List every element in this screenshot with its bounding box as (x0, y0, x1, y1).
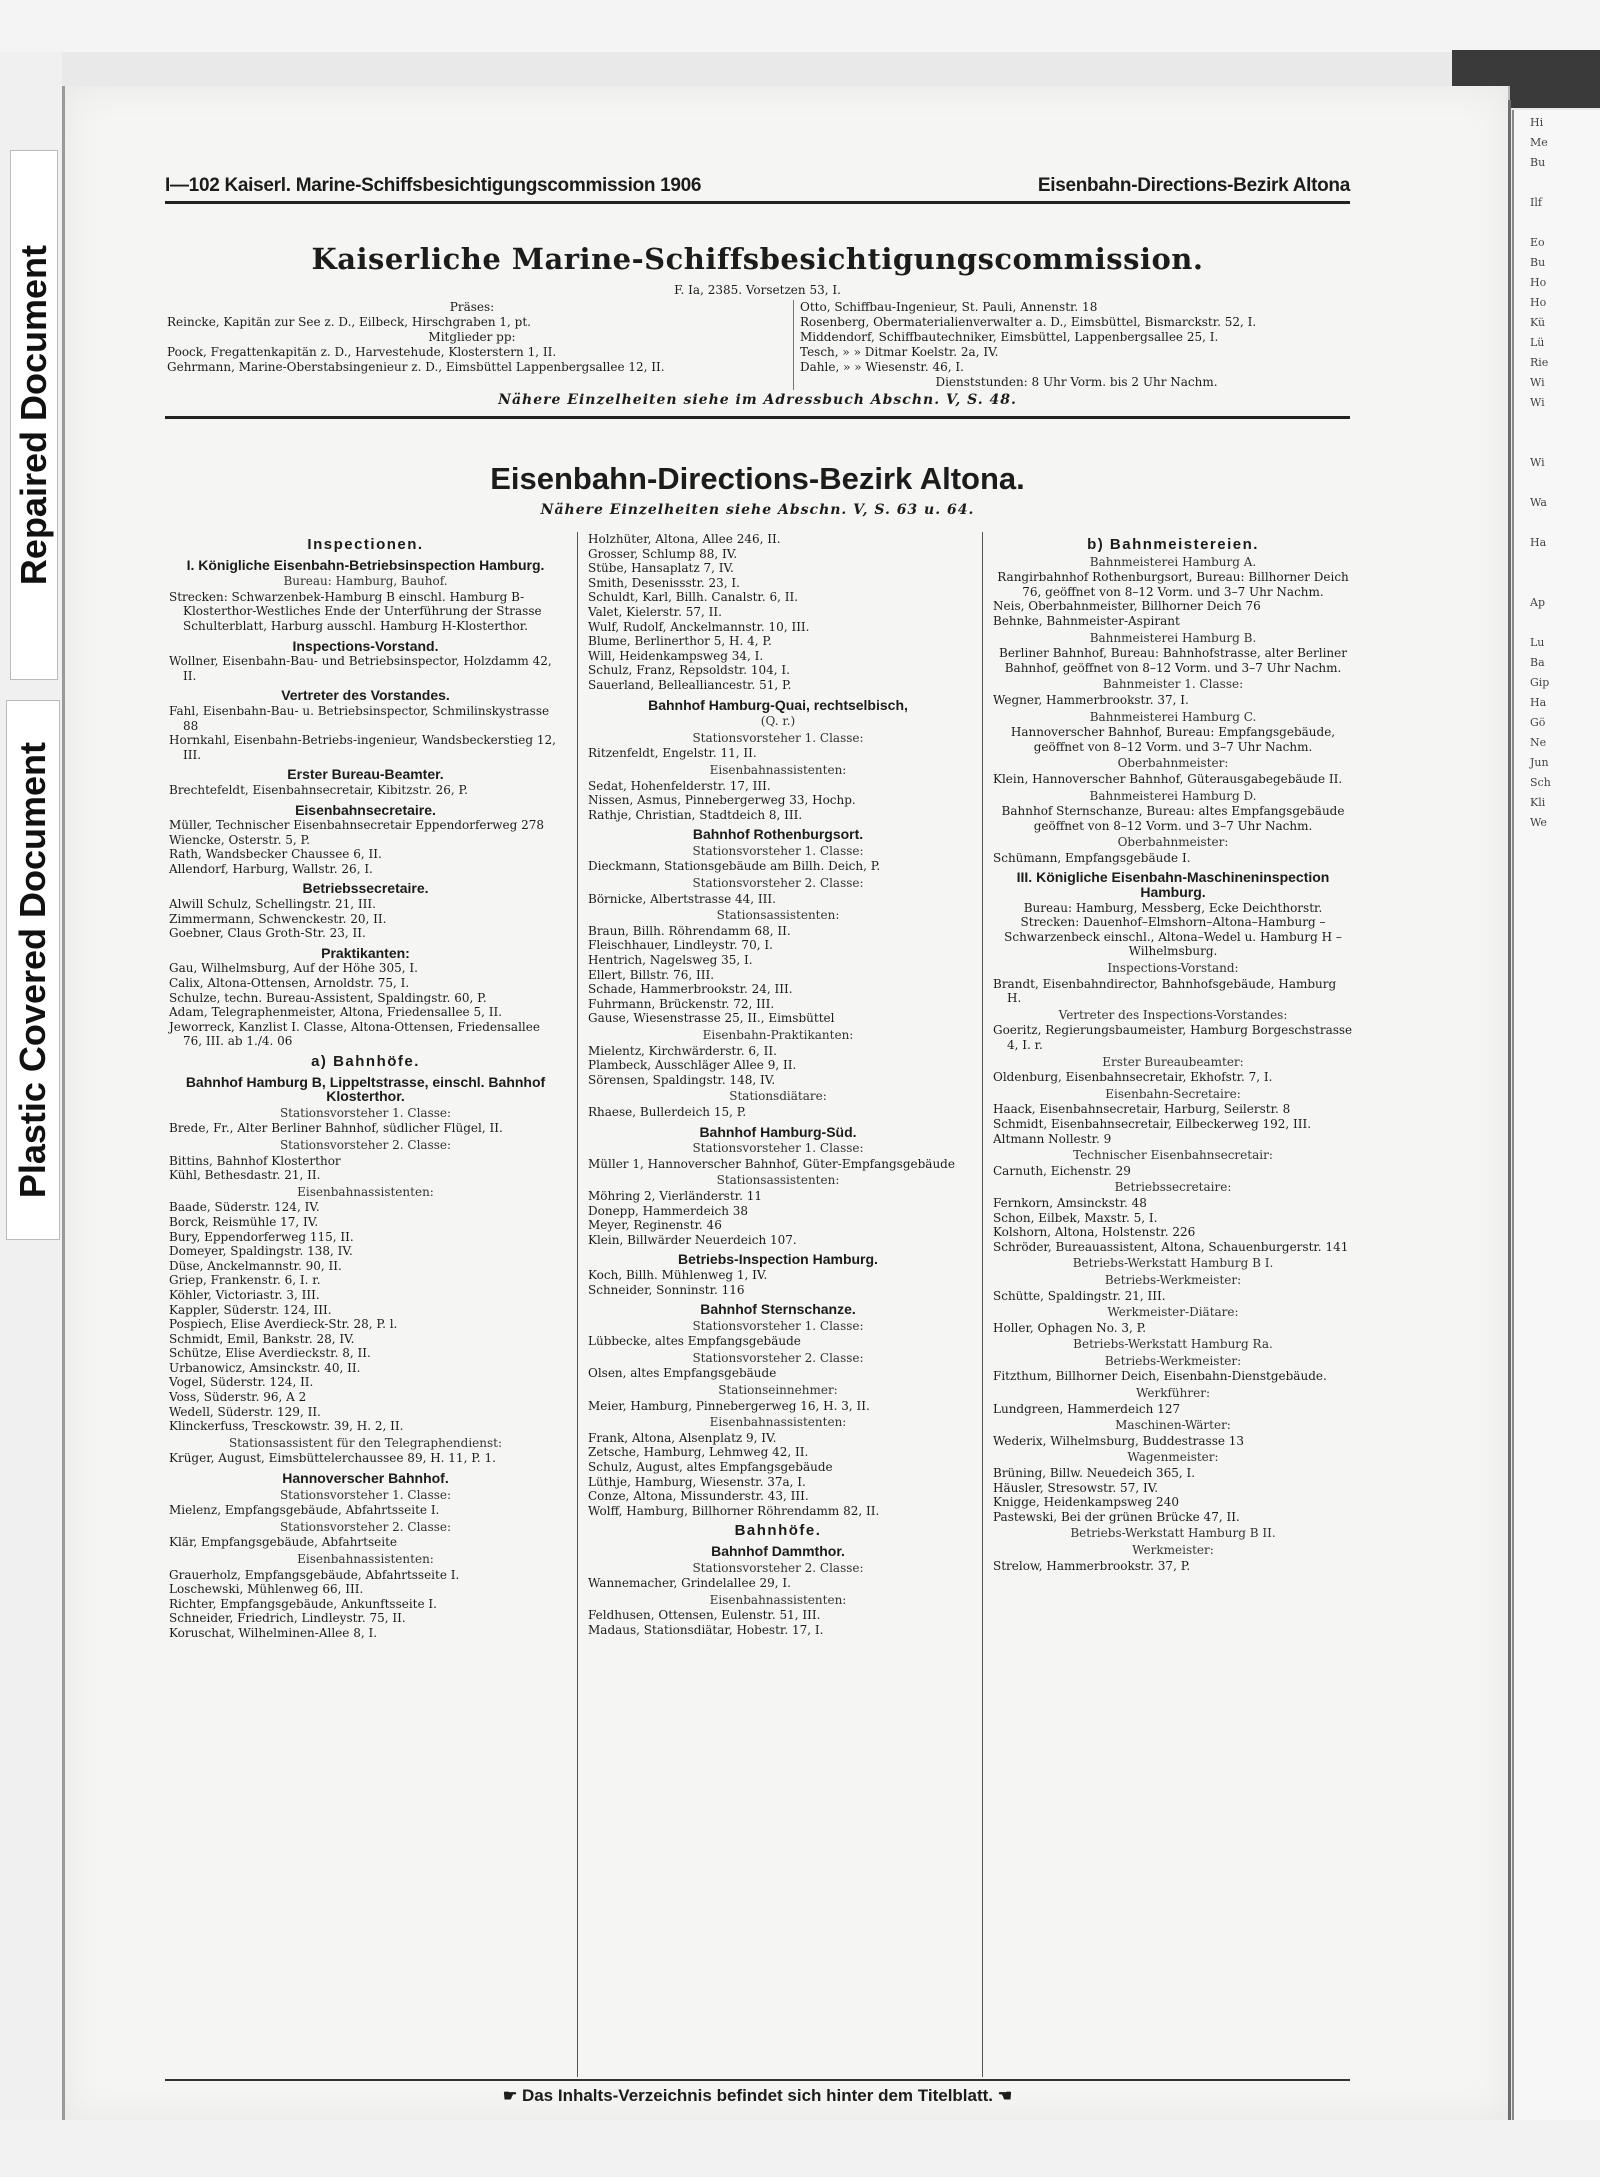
directory-entry: Strelow, Hammerbrookstr. 37, P. (993, 1558, 1191, 1573)
marine-line: Dahle, » » Wiesenstr. 46, I. (800, 360, 964, 374)
footer-rule (165, 2079, 1350, 2081)
directory-entry: Oldenburg, Eisenbahnsecretair, Ekhofstr. 7, I. (993, 1070, 1273, 1085)
role-heading: Stationsvorsteher 2. Classe: (692, 1560, 864, 1575)
directory-entry: Wedell, Süderstr. 129, II. (169, 1404, 321, 1419)
role-heading: Stationsvorsteher 1. Classe: (692, 1318, 864, 1333)
adjacent-page-fragment: We (1530, 816, 1547, 829)
role-heading: Eisenbahn-Praktikanten: (702, 1028, 854, 1042)
adjacent-page-fragment: Hi (1530, 116, 1544, 129)
directory-entry: Goeritz, Regierungsbaumeister, Hamburg Borgeschstrasse 4, I. r. (993, 1023, 1353, 1052)
directory-entry: Kolshorn, Altona, Holstenstr. 226 (993, 1225, 1196, 1240)
office-info: Bureau: Hamburg, Messberg, Ecke Deichthorstr. Strecken: Dauenhof–Elmshorn–Altona–Hamburg –Schwarzenbeck einschl., Altona–Wedel u. Hamburg H –Wilhelmsburg. (1004, 900, 1342, 959)
directory-entry: Lüthje, Hamburg, Wiesenstr. 37a, I. (588, 1474, 806, 1489)
directory-entry: Brandt, Eisenbahndirector, Bahnhofsgebäude, Hamburg H. (993, 976, 1337, 1006)
adjacent-page-fragment: Ho (1530, 296, 1547, 309)
adjacent-page-fragment (1530, 476, 1600, 490)
directory-entry: Köhler, Victoriastr. 3, III. (169, 1287, 320, 1302)
adjacent-page-fragment (1530, 576, 1600, 590)
directory-entry: Zetsche, Hamburg, Lehmweg 42, II. (588, 1445, 809, 1460)
directory-entry: Schon, Eilbek, Maxstr. 5, I. (993, 1210, 1158, 1225)
role-heading: Stationsvorsteher 1. Classe: (279, 1487, 452, 1502)
directory-entry: Fuhrmann, Brückenstr. 72, III. (588, 996, 775, 1011)
marine-line: Mitglieder pp: (428, 330, 516, 344)
adjacent-page-fragment: Eo (1530, 236, 1545, 249)
adjacent-page-fragment: Ha (1530, 696, 1547, 709)
adjacent-page-fragment (1530, 216, 1600, 230)
role-heading: Bahnmeister 1. Classe: (1102, 677, 1244, 692)
adjacent-page-fragment: Wi (1530, 396, 1545, 409)
directory-entry: Grosser, Schlump 88, IV. (588, 546, 738, 561)
marine-line: Tesch, » » Ditmar Koelstr. 2a, IV. (800, 345, 999, 359)
directory-entry: Smith, Desenissstr. 23, I. (588, 575, 740, 590)
directory-entry: Pastewski, Bei der grünen Brücke 47, II. (993, 1509, 1240, 1524)
subsection-heading: Bahnhof Hamburg-Quai, rechtselbisch, (648, 696, 908, 713)
role-heading: Stationsdiätare: (729, 1089, 827, 1104)
directory-entry: Richter, Empfangsgebäude, Ankunftsseite I. (169, 1596, 437, 1611)
section-heading: Inspectionen. (307, 536, 424, 553)
section-heading: b) Bahnmeistereien. (1087, 536, 1259, 553)
directory-entry: Grauerholz, Empfangsgebäude, Abfahrtsseite I. (169, 1567, 460, 1582)
directory-entry: Rhaese, Bullerdeich 15, P. (588, 1104, 747, 1119)
directory-entry: Behnke, Bahnmeister-Aspirant (993, 613, 1180, 628)
directory-entry: Hornkahl, Eisenbahn-Betriebs-ingenieur, Wandsbeckerstieg 12, III. (169, 733, 556, 762)
directory-entry: Donepp, Hammerdeich 38 (588, 1203, 749, 1218)
railway-district-note: Nähere Einzelheiten siehe Abschn. V, S. 63 u. 64. (540, 502, 975, 518)
directory-entry: Wannemacher, Grindelallee 29, I. (588, 1576, 791, 1591)
role-heading: Stationsvorsteher 2. Classe: (692, 1350, 864, 1365)
role-heading: Stationsvorsteher 1. Classe: (279, 1105, 452, 1120)
directory-entry: Schulz, Franz, Repsoldstr. 104, I. (588, 663, 790, 678)
directory-entry: Gause, Wiesenstrasse 25, II., Eimsbüttel (588, 1011, 835, 1026)
directory-entry: Fahl, Eisenbahn-Bau- u. Betriebsinspector, Schmilinskystrasse 88 (169, 703, 550, 733)
directory-entry: Carnuth, Eichenstr. 29 (993, 1163, 1131, 1178)
directory-entry: Ellert, Billstr. 76, III. (588, 967, 715, 982)
directory-entry: Schröder, Bureauassistent, Altona, Schauenburgerstr. 141 (993, 1239, 1349, 1254)
adjacent-page-fragment: Kli (1530, 796, 1546, 809)
directory-entry: Schütze, Elise Averdieckstr. 8, II. (169, 1346, 371, 1361)
repaired-document-label: Repaired Document (10, 150, 58, 680)
directory-entry: Feldhusen, Ottensen, Eulenstr. 51, III. (588, 1608, 821, 1623)
pointing-hand-right-icon: ☛ (502, 2088, 518, 2105)
directory-entry: Valet, Kielerstr. 57, II. (588, 604, 722, 619)
directory-entry: Schütte, Spaldingstr. 21, III. (993, 1288, 1166, 1303)
directory-entry: Schneider, Friedrich, Lindleystr. 75, II. (169, 1611, 406, 1626)
marine-line: Poock, Fregattenkapitän z. D., Harvestehude, Klosterstern 1, II. (167, 345, 557, 359)
scan-background-bottom (0, 2120, 1600, 2177)
directory-entry: Klinckerfuss, Tresckowstr. 39, H. 2, II. (169, 1419, 404, 1434)
directory-entry: Schade, Hammerbrookstr. 24, III. (588, 982, 793, 997)
directory-entry: Brüning, Billw. Neuedeich 365, I. (993, 1466, 1196, 1481)
directory-entry: Sedat, Hohenfelderstr. 17, III. (588, 778, 771, 793)
adjacent-page-fragment: Me (1530, 136, 1548, 149)
directory-entry: Häusler, Stresowstr. 57, IV. (993, 1480, 1159, 1495)
directory-entry: Domeyer, Spaldingstr. 138, IV. (169, 1244, 353, 1259)
role-heading: Stationsassistenten: (716, 1173, 840, 1188)
office-info: Berliner Bahnhof, Bureau: Bahnhofstrasse, alter Berliner Bahnhof, geöffnet von 8–12 Vorm. und 3–7 Uhr Nachm. (999, 646, 1347, 675)
subsection-heading: Bahnhof Dammthor. (711, 1543, 845, 1559)
role-heading: Erster Bureaubeamter: (1102, 1054, 1244, 1069)
directory-entry: Gau, Wilhelmsburg, Auf der Höhe 305, I. (169, 961, 418, 976)
directory-entry: Bittins, Bahnhof Klosterthor (169, 1153, 341, 1168)
role-heading: Eisenbahnassistenten: (297, 1184, 434, 1199)
role-heading: Technischer Eisenbahnsecretair: (1073, 1148, 1273, 1163)
directory-entry: Rath, Wandsbecker Chaussee 6, II. (169, 847, 382, 862)
directory-entry: Goebner, Claus Groth-Str. 23, II. (169, 926, 366, 941)
directory-entry: Meier, Hamburg, Pinnebergerweg 16, H. 3, II. (588, 1398, 870, 1413)
office-info: Hannoverscher Bahnhof, Bureau: Empfangsgebäude, geöffnet von 8–12 Vorm. und 3–7 Uhr Nachm. (1010, 725, 1336, 754)
directory-entry: Strecken: Schwarzenbek-Hamburg B einschl. Hamburg B-Klosterthor-Westliches Ende der Unterführung der Strasse Schulterblatt, Harburg ausschl. Hamburg H-Klosterthor. (169, 589, 542, 633)
marine-commission-note: Nähere Einzelheiten siehe im Adressbuch Abschn. V, S. 48. (498, 392, 1017, 408)
adjacent-page-fragment: Ba (1530, 656, 1545, 669)
directory-entry: Brechtefeldt, Eisenbahnsecretair, Kibitzstr. 26, P. (169, 782, 468, 797)
adjacent-page-fragment: Jun (1530, 756, 1549, 769)
directory-entry: Plambeck, Ausschläger Allee 9, II. (588, 1058, 797, 1073)
subsection-heading: Bahnhof Hamburg B, Lippeltstrasse, einschl. Bahnhof Klosterthor. (185, 1073, 546, 1105)
role-heading: Stationsvorsteher 2. Classe: (279, 1519, 452, 1534)
adjacent-page-fragment (1530, 176, 1600, 190)
directory-entry: Pospiech, Elise Averdieck-Str. 28, P. l. (169, 1317, 398, 1332)
role-heading: Bureau: Hamburg, Bauhof. (283, 574, 448, 589)
role-heading: Oberbahnmeister: (1117, 835, 1229, 850)
directory-entry: Dieckmann, Stationsgebäude am Billh. Deich, P. (588, 859, 881, 874)
office-info: Bahnhof Sternschanze, Bureau: altes Empfangsgebäude geöffnet von 8–12 Vorm. und 3–7 Uhr Nachm. (1001, 804, 1345, 833)
directory-entry: Koruschat, Wilhelminen-Allee 8, I. (169, 1625, 378, 1640)
marine-line: Middendorf, Schiffbautechniker, Eimsbüttel, Lappenbergsallee 25, I. (800, 330, 1219, 344)
role-heading: Betriebs-Werkmeister: (1104, 1353, 1242, 1368)
adjacent-page-fragment: Ho (1530, 276, 1547, 289)
subsection-heading: I. Königliche Eisenbahn-Betriebsinspection Hamburg. (186, 556, 545, 573)
directory-entry: Madaus, Stationsdiätar, Hobestr. 17, I. (588, 1622, 824, 1637)
subsection-heading: Hannoverscher Bahnhof. (282, 1470, 449, 1487)
directory-entry: Klein, Billwärder Neuerdeich 107. (588, 1232, 797, 1247)
adjacent-page-fragment: Kü (1530, 316, 1546, 329)
marine-commission-members (167, 300, 777, 375)
section-heading: Bahnhöfe. (734, 1522, 822, 1540)
column-left (169, 532, 562, 1641)
directory-entry: Voss, Süderstr. 96, A 2 (169, 1390, 307, 1405)
marine-line: Reincke, Kapitän zur See z. D., Eilbeck, Hirschgraben 1, pt. (167, 315, 531, 329)
directory-entry: Mielentz, Kirchwärderstr. 6, II. (588, 1043, 777, 1058)
adjacent-page-fragment (1530, 516, 1600, 530)
section-heading: a) Bahnhöfe. (311, 1053, 420, 1070)
directory-entry: Loschewski, Mühlenweg 66, III. (169, 1582, 364, 1597)
directory-entry: Griep, Frankenstr. 6, I. r. (169, 1273, 321, 1288)
plastic-covered-label: Plastic Covered Document (6, 700, 60, 1240)
subsection-heading: Erster Bureau-Beamter. (287, 766, 444, 783)
directory-entry: Allendorf, Harburg, Wallstr. 26, I. (169, 861, 373, 876)
footer-note (165, 2086, 1350, 2106)
directory-entry: Braun, Billh. Röhrendamm 68, II. (588, 923, 791, 938)
role-heading: Eisenbahnassistenten: (297, 1552, 434, 1566)
directory-entry: Borck, Reismühle 17, IV. (169, 1214, 319, 1229)
column-right (993, 532, 1353, 1573)
subsection-heading: Praktikanten: (321, 944, 410, 961)
railway-district-title: Eisenbahn-Directions-Bezirk Altona. (490, 461, 1025, 496)
directory-entry: Conze, Altona, Missunderstr. 43, III. (588, 1489, 809, 1504)
directory-entry: Krüger, August, Eimsbüttelerchaussee 89, H. 11, P. 1. (169, 1451, 496, 1466)
column-divider (577, 532, 578, 2077)
role-heading: Inspections-Vorstand: (1107, 961, 1239, 976)
role-heading: Stationsvorsteher 2. Classe: (279, 1137, 452, 1152)
marine-line: Rosenberg, Obermaterialienverwalter a. D., Eimsbüttel, Bismarckstr. 52, I. (800, 315, 1257, 329)
adjacent-page-fragment: Ap (1530, 596, 1545, 609)
directory-entry: Klär, Empfangsgebäude, Abfahrtseite (169, 1535, 397, 1550)
running-head-left: I—102 Kaiserl. Marine-Schiffsbesichtigungscommission 1906 (165, 175, 702, 196)
marine-commission-title: Kaiserliche Marine-Schiffsbesichtigungscommission. (311, 242, 1204, 276)
directory-entry: Hentrich, Nagelsweg 35, I. (588, 953, 753, 968)
directory-entry: Will, Heidenkampsweg 34, I. (588, 648, 764, 663)
marine-line: Otto, Schiffbau-Ingenieur, St. Pauli, Annenstr. 18 (800, 300, 1098, 314)
subsection-heading: Bahnhof Sternschanze. (700, 1301, 856, 1318)
directory-entry: Schuldt, Karl, Billh. Canalstr. 6, II. (588, 590, 799, 605)
directory-entry: Alwill Schulz, Schellingstr. 21, III. (169, 897, 376, 912)
adjacent-page-fragment: Wa (1530, 496, 1547, 509)
directory-entry: Calix, Altona-Ottensen, Arnoldstr. 75, I. (169, 976, 410, 991)
marine-line: Gehrmann, Marine-Oberstabsingenieur z. D., Eimsbüttel Lappenbergsallee 12, II. (167, 360, 665, 374)
directory-entry: Holler, Ophagen No. 3, P. (993, 1320, 1147, 1335)
directory-entry: Möhring 2, Vierländerstr. 11 (588, 1188, 762, 1203)
adjacent-page-fragment: Ilf (1530, 196, 1542, 209)
directory-entry: Rathje, Christian, Stadtdeich 8, III. (588, 807, 803, 822)
directory-entry: Schümann, Empfangsgebäude I. (993, 850, 1191, 865)
directory-entry: Schmidt, Eisenbahnsecretair, Eilbeckerweg 192, III. (993, 1116, 1312, 1131)
running-head-right: Eisenbahn-Directions-Bezirk Altona (1037, 175, 1350, 196)
directory-entry: Kappler, Süderstr. 124, III. (169, 1302, 332, 1317)
directory-entry: Müller 1, Hannoverscher Bahnhof, Güter-Empfangsgebäude (588, 1156, 955, 1171)
subsection-heading: Eisenbahnsecretaire. (295, 801, 436, 818)
marine-commission-members-right (793, 300, 1353, 390)
directory-entry: Sörensen, Spaldingstr. 148, IV. (588, 1072, 776, 1087)
adjacent-page-fragment: Ne (1530, 736, 1547, 749)
scan-background-top (0, 0, 1600, 52)
directory-entry: Bury, Eppendorferweg 115, II. (169, 1229, 354, 1244)
role-heading: Werkmeister-Diätare: (1107, 1305, 1239, 1320)
subsection-heading: III. Königliche Eisenbahn-Maschineninspection Hamburg. (1016, 869, 1330, 901)
adjacent-page-fragment (1530, 556, 1600, 570)
page-gutter (1508, 100, 1511, 2120)
directory-entry: Frank, Altona, Alsenplatz 9, IV. (588, 1430, 777, 1445)
directory-entry: Vogel, Süderstr. 124, II. (169, 1375, 314, 1390)
directory-entry: Neis, Oberbahnmeister, Billhorner Deich 76 (993, 599, 1261, 614)
role-heading: Bahnmeisterei Hamburg B. (1089, 630, 1257, 645)
subsection-heading: Bahnhof Hamburg-Süd. (699, 1123, 857, 1140)
directory-entry: Schulz, August, altes Empfangsgebäude (588, 1460, 833, 1475)
directory-entry: Altmann Nollestr. 9 (993, 1131, 1112, 1146)
directory-entry: Wulf, Rudolf, Anckelmannstr. 10, III. (588, 619, 810, 634)
directory-entry: Olsen, altes Empfangsgebäude (588, 1366, 777, 1381)
pointing-hand-left-icon: ☚ (997, 2088, 1013, 2105)
directory-entry: Jeworreck, Kanzlist I. Classe, Altona-Ottensen, Friedensallee 76, III. ab 1./4. 06 (169, 1019, 540, 1049)
column-middle (588, 532, 968, 1638)
role-heading: Stationsvorsteher 1. Classe: (692, 1141, 864, 1156)
directory-entry: Lundgreen, Hammerdeich 127 (993, 1401, 1181, 1416)
role-heading: Stationseinnehmer: (718, 1383, 838, 1398)
directory-entry: Müller, Technischer Eisenbahnsecretair Eppendorferweg 278 (169, 818, 544, 833)
directory-entry: Wederix, Wilhelmsburg, Buddestrasse 13 (993, 1433, 1245, 1448)
section-divider (165, 416, 1350, 419)
office-info: Rangirbahnhof Rothenburgsort, Bureau: Billhorner Deich 76, geöffnet von 8–12 Vorm. und 3–7 Uhr Nachm. (997, 570, 1349, 599)
role-heading: Maschinen-Wärter: (1115, 1418, 1231, 1433)
role-heading: Betriebs-Werkmeister: (1104, 1272, 1242, 1287)
adjacent-page-fragment: Bu (1530, 156, 1546, 169)
directory-entry: Kühl, Bethesdastr. 21, II. (169, 1168, 321, 1183)
role-heading: Stationsvorsteher 1. Classe: (692, 843, 864, 858)
directory-entry: Schulze, techn. Bureau-Assistent, Spaldingstr. 60, P. (169, 990, 487, 1005)
directory-entry: Adam, Telegraphenmeister, Altona, Friedensallee 5, II. (169, 1005, 503, 1020)
directory-entry: Düse, Anckelmannstr. 90, II. (169, 1258, 342, 1273)
directory-entry: Börnicke, Albertstrasse 44, III. (588, 891, 776, 906)
role-heading: Betriebs-Werkstatt Hamburg B I. (1072, 1256, 1274, 1271)
role-heading: Stationsvorsteher 2. Classe: (692, 876, 864, 891)
subsection-heading: Vertreter des Vorstandes. (281, 687, 450, 704)
subsection-heading: Bahnhof Rothenburgsort. (692, 826, 864, 843)
role-heading: Stationsvorsteher 1. Classe: (692, 730, 864, 745)
adjacent-page-fragment (1530, 416, 1600, 430)
role-heading: Betriebssecretaire: (1114, 1180, 1232, 1195)
directory-entry: Schneider, Sonninstr. 116 (588, 1282, 745, 1297)
role-heading: Werkmeister: (1132, 1543, 1214, 1557)
adjacent-page-fragment: Lü (1530, 336, 1545, 349)
column-divider (982, 532, 983, 2077)
adjacent-page-fragment: Gö (1530, 716, 1546, 729)
adjacent-page-fragment: Lu (1530, 636, 1545, 649)
directory-entry: Urbanowicz, Amsinckstr. 40, II. (169, 1360, 361, 1375)
adjacent-page-fragment: Ha (1530, 536, 1547, 549)
directory-entry: Wolff, Hamburg, Billhorner Röhrendamm 82, II. (588, 1503, 880, 1518)
directory-entry: Mielenz, Empfangsgebäude, Abfahrtsseite I. (169, 1503, 440, 1518)
directory-entry: Blume, Berlinerthor 5, H. 4, P. (588, 634, 772, 649)
role-heading: Wagenmeister: (1127, 1450, 1219, 1465)
directory-entry: Knigge, Heidenkampsweg 240 (993, 1495, 1179, 1510)
role-heading: Stationsassistenten: (716, 908, 840, 923)
adjacent-page-fragment (1530, 436, 1600, 450)
role-heading: Vertreter des Inspections-Vorstandes: (1058, 1007, 1288, 1022)
directory-entry: Nissen, Asmus, Pinnebergerweg 33, Hochp. (588, 793, 856, 808)
role-heading: Betriebs-Werkstatt Hamburg B II. (1070, 1526, 1276, 1541)
role-heading: Eisenbahnassistenten: (709, 1415, 847, 1430)
footer-text: Das Inhalts-Verzeichnis befindet sich hinter dem Titelblatt. (521, 2086, 994, 2105)
directory-entry: Wollner, Eisenbahn-Bau- und Betriebsinspector, Holzdamm 42, II. (169, 654, 552, 683)
directory-entry: Stübe, Hansaplatz 7, IV. (588, 561, 734, 576)
adjacent-page-fragment: Rie (1530, 356, 1549, 369)
role-heading: Eisenbahnassistenten: (709, 1592, 847, 1607)
directory-entry: Baade, Süderstr. 124, IV. (169, 1200, 320, 1215)
role-heading: Bahnmeisterei Hamburg A. (1089, 554, 1257, 569)
adjacent-page-fragment: Sch (1530, 776, 1551, 789)
directory-entry: Koch, Billh. Mühlenweg 1, IV. (588, 1267, 768, 1282)
directory-entry: Wiencke, Osterstr. 5, P. (169, 832, 310, 847)
subsection-heading: Inspections-Vorstand. (292, 637, 439, 654)
role-heading: Bahnmeisterei Hamburg D. (1089, 788, 1257, 803)
marine-office-hours: Dienststunden: 8 Uhr Vorm. bis 2 Uhr Nachm. (935, 375, 1218, 389)
directory-entry: Haack, Eisenbahnsecretair, Harburg, Seilerstr. 8 (993, 1102, 1291, 1117)
role-heading: Oberbahnmeister: (1117, 756, 1229, 771)
directory-entry: Klein, Hannoverscher Bahnhof, Güterausgabegebäude II. (993, 771, 1343, 786)
role-heading: (Q. r.) (760, 714, 796, 729)
role-heading: Bahnmeisterei Hamburg C. (1089, 709, 1257, 724)
directory-entry: Zimmermann, Schwenckestr. 20, II. (169, 911, 387, 926)
running-head (165, 174, 1350, 204)
role-heading: Stationsassistent für den Telegraphendienst: (228, 1435, 503, 1450)
directory-entry: Holzhüter, Altona, Allee 246, II. (588, 532, 781, 546)
directory-entry: Schmidt, Emil, Bankstr. 28, IV. (169, 1331, 355, 1346)
adjacent-page-fragment: Gip (1530, 676, 1550, 689)
directory-entry: Meyer, Reginenstr. 46 (588, 1218, 722, 1233)
directory-entry: Fleischhauer, Lindleystr. 70, I. (588, 938, 773, 953)
directory-entry: Fernkorn, Amsinckstr. 48 (993, 1195, 1147, 1210)
subsection-heading: Betriebs-Inspection Hamburg. (678, 1251, 878, 1268)
adjacent-page-edge (1512, 110, 1600, 2120)
adjacent-page-fragment (1530, 616, 1600, 630)
directory-entry: Sauerland, Bellealliancestr. 51, P. (588, 677, 792, 692)
marine-line: Präses: (449, 300, 495, 314)
adjacent-page-fragment: Bu (1530, 256, 1546, 269)
subsection-heading: Betriebssecretaire. (302, 880, 429, 897)
role-heading: Werkführer: (1136, 1386, 1210, 1401)
role-heading: Betriebs-Werkstatt Hamburg Ra. (1073, 1337, 1273, 1352)
directory-entry: Brede, Fr., Alter Berliner Bahnhof, südlicher Flügel, II. (169, 1121, 503, 1136)
role-heading: Eisenbahnassistenten: (709, 762, 847, 777)
directory-entry: Fitzthum, Billhorner Deich, Eisenbahn-Dienstgebäude. (993, 1369, 1327, 1384)
marine-commission-address: F. Ia, 2385. Vorsetzen 53, I. (674, 283, 841, 297)
document-page (62, 86, 1510, 2120)
adjacent-page-fragment: Wi (1530, 456, 1545, 469)
directory-entry: Ritzenfeldt, Engelstr. 11, II. (588, 746, 757, 761)
role-heading: Eisenbahn-Secretaire: (1105, 1086, 1241, 1101)
directory-entry: Wegner, Hammerbrookstr. 37, I. (993, 692, 1189, 707)
directory-entry: Lübbecke, altes Empfangsgebäude (588, 1334, 801, 1349)
adjacent-page-fragment: Wi (1530, 376, 1545, 389)
